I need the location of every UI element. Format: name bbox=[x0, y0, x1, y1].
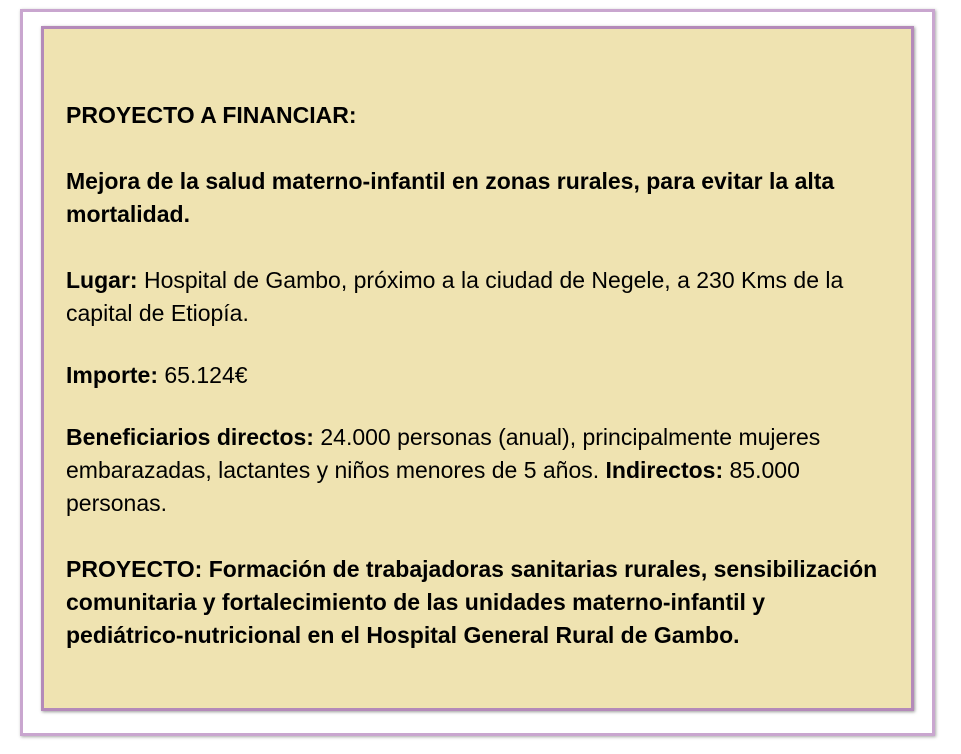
indirect-beneficiaries-text: 85.000 personas. bbox=[66, 457, 800, 516]
indirect-beneficiaries-label: Indirectos: bbox=[605, 457, 724, 483]
place-label: Lugar: bbox=[66, 267, 138, 293]
amount-value: 65.124€ bbox=[158, 362, 248, 388]
amount-paragraph bbox=[66, 359, 889, 392]
beneficiaries-paragraph bbox=[66, 421, 889, 520]
place-text: Hospital de Gambo, próximo a la ciudad de Negele, a 230 Kms de la capital de Etiopía. bbox=[66, 267, 844, 326]
direct-beneficiaries-label: Beneficiarios directos: bbox=[66, 424, 314, 450]
project-title: Mejora de la salud materno-infantil en zonas rurales, para evitar la alta mortalidad. bbox=[66, 168, 835, 227]
direct-beneficiaries-text: 24.000 personas (anual), principalmente mujeres embarazadas, lactantes y niños menores de 5 años. bbox=[66, 424, 821, 483]
amount-label: Importe: bbox=[66, 362, 158, 388]
place-paragraph bbox=[66, 264, 889, 330]
section-heading: PROYECTO A FINANCIAR: bbox=[66, 102, 357, 128]
project-description: PROYECTO: Formación de trabajadoras sanitarias rurales, sensibilización comunitaria y fortalecimiento de las unidades materno-infantil y pediátrico-nutricional en el Hospital General Rural de Gambo. bbox=[66, 556, 878, 648]
project-card bbox=[41, 26, 914, 711]
